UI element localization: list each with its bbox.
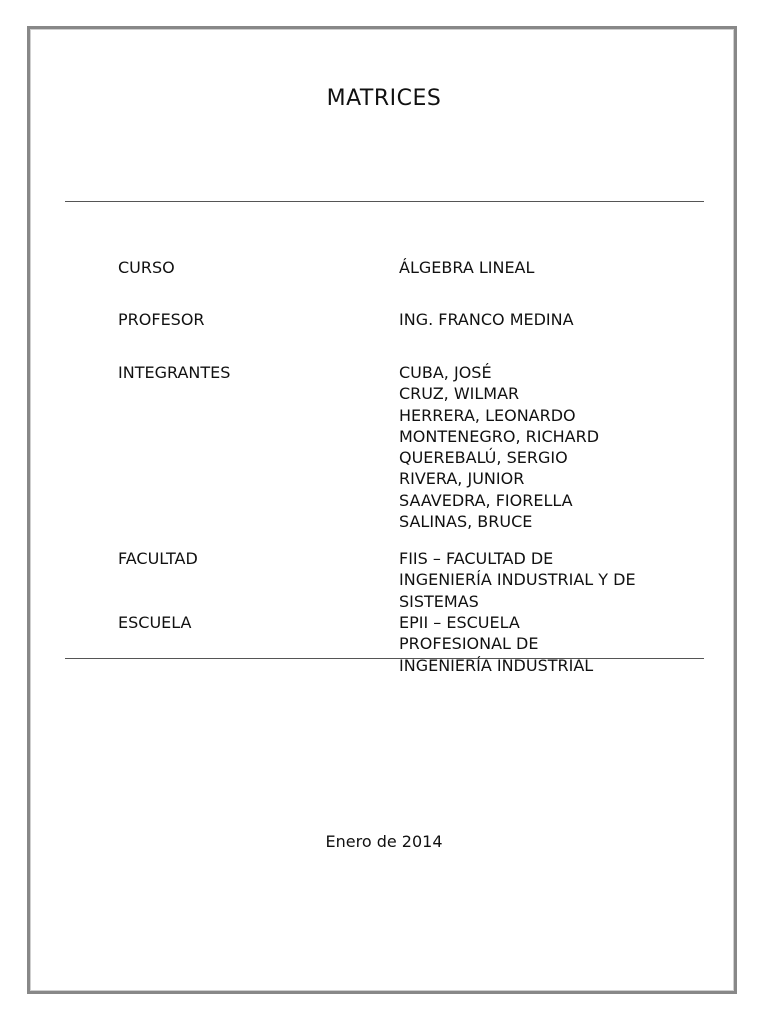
curso-label: CURSO — [118, 258, 175, 277]
profesor-value: ING. FRANCO MEDINA — [399, 310, 574, 329]
escuela-line: PROFESIONAL DE — [399, 634, 539, 654]
document-title: MATRICES — [326, 86, 442, 111]
facultad-line: FIIS – FACULTAD DE — [399, 549, 554, 568]
member-name: QUEREBALÚ, SERGIO — [399, 448, 568, 468]
facultad-line: INGENIERÍA INDUSTRIAL Y DE — [399, 570, 636, 590]
member-name: CRUZ, WILMAR — [399, 384, 520, 404]
profesor-label: PROFESOR — [118, 310, 205, 329]
curso-value: ÁLGEBRA LINEAL — [399, 258, 535, 277]
facultad-value — [399, 548, 636, 612]
document-date: Enero de 2014 — [325, 832, 443, 851]
member-name: SALINAS, BRUCE — [399, 512, 533, 532]
integrantes-list — [399, 362, 599, 532]
escuela-line: INGENIERÍA INDUSTRIAL — [399, 655, 594, 675]
top-divider — [65, 201, 704, 202]
escuela-value — [399, 612, 593, 676]
member-name: SAAVEDRA, FIORELLA — [399, 490, 573, 510]
escuela-label: ESCUELA — [118, 613, 192, 632]
member-name: CUBA, JOSÉ — [399, 363, 492, 382]
bottom-divider — [65, 658, 704, 659]
escuela-line: EPII – ESCUELA — [399, 613, 520, 632]
member-name: RIVERA, JUNIOR — [399, 469, 525, 489]
member-name: HERRERA, LEONARDO — [399, 405, 576, 425]
facultad-line: SISTEMAS — [399, 591, 479, 611]
integrantes-label: INTEGRANTES — [118, 363, 231, 382]
member-name: MONTENEGRO, RICHARD — [399, 426, 600, 446]
facultad-label: FACULTAD — [118, 549, 198, 568]
